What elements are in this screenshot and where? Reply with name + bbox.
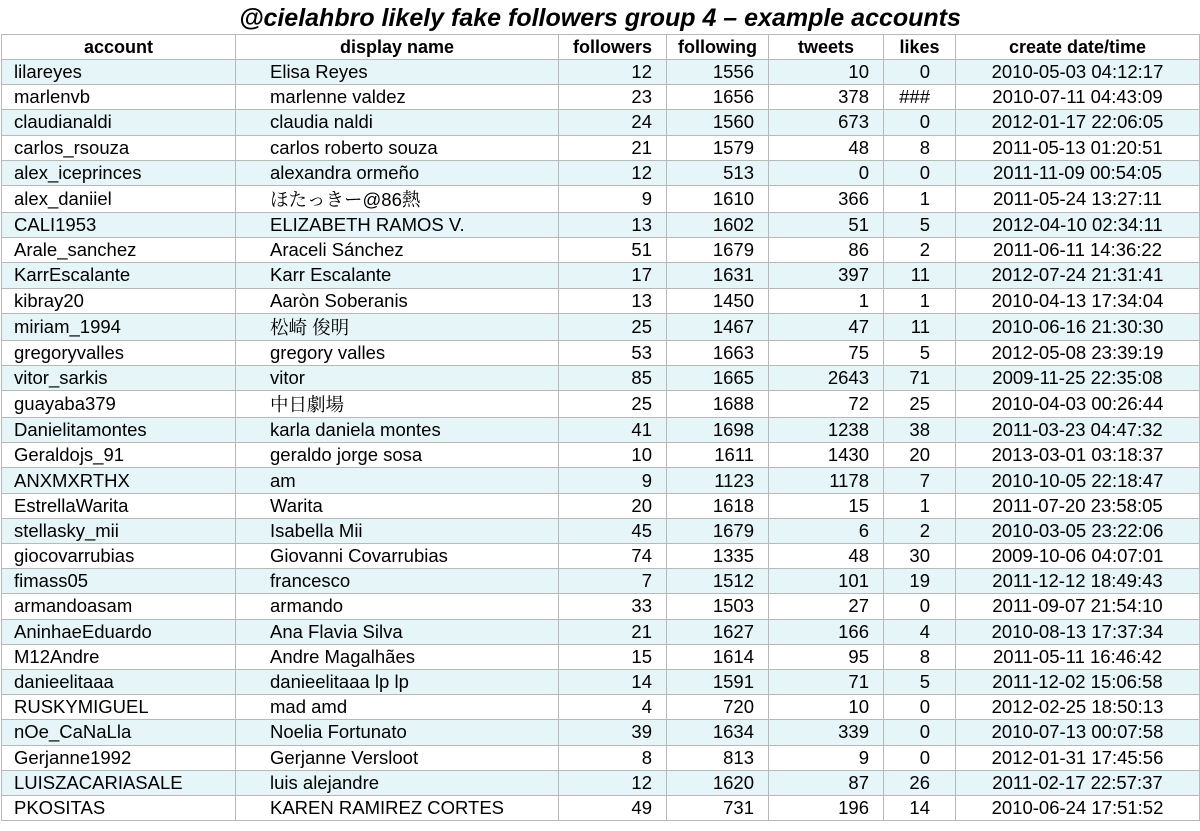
- following-cell[interactable]: 1618: [667, 493, 769, 518]
- tweets-cell[interactable]: 10: [769, 60, 884, 85]
- tweets-cell[interactable]: 366: [769, 185, 884, 212]
- table-row: [2, 669, 1200, 694]
- table-row: [2, 238, 1200, 263]
- display-name-cell[interactable]: mad amd: [236, 695, 559, 720]
- tweets-cell[interactable]: 51: [769, 212, 884, 237]
- account-cell[interactable]: ANXMXRTHX: [2, 468, 236, 493]
- display-name-cell[interactable]: karla daniela montes: [236, 418, 559, 443]
- display-name-cell[interactable]: KAREN RAMIREZ CORTES: [236, 795, 559, 820]
- tweets-cell[interactable]: 75: [769, 340, 884, 365]
- likes-cell[interactable]: 2: [884, 518, 956, 543]
- table-row: [2, 443, 1200, 468]
- likes-cell[interactable]: 5: [884, 212, 956, 237]
- table-row: [2, 770, 1200, 795]
- following-cell[interactable]: 1503: [667, 594, 769, 619]
- followers-cell[interactable]: 24: [559, 110, 667, 135]
- likes-cell[interactable]: 20: [884, 443, 956, 468]
- create-date-cell[interactable]: 2011-05-11 16:46:42: [956, 644, 1200, 669]
- following-cell[interactable]: 1679: [667, 518, 769, 543]
- tweets-cell[interactable]: 86: [769, 238, 884, 263]
- table-row: [2, 493, 1200, 518]
- create-date-cell[interactable]: 2011-09-07 21:54:10: [956, 594, 1200, 619]
- likes-cell[interactable]: 14: [884, 795, 956, 820]
- create-date-cell[interactable]: 2012-02-25 18:50:13: [956, 695, 1200, 720]
- likes-cell[interactable]: 0: [884, 110, 956, 135]
- following-cell[interactable]: 1556: [667, 60, 769, 85]
- table-row: [2, 644, 1200, 669]
- table-row: [2, 110, 1200, 135]
- tweets-cell[interactable]: 6: [769, 518, 884, 543]
- display-name-cell[interactable]: Aaròn Soberanis: [236, 288, 559, 313]
- table-row: [2, 720, 1200, 745]
- display-name-cell[interactable]: ELIZABETH RAMOS V.: [236, 212, 559, 237]
- display-name-cell[interactable]: Noelia Fortunato: [236, 720, 559, 745]
- following-cell[interactable]: 1611: [667, 443, 769, 468]
- likes-cell[interactable]: 26: [884, 770, 956, 795]
- followers-cell[interactable]: 12: [559, 60, 667, 85]
- tweets-cell[interactable]: 15: [769, 493, 884, 518]
- display-name-cell[interactable]: 松崎 俊明: [236, 313, 559, 340]
- account-cell[interactable]: miriam_1994: [2, 313, 236, 340]
- tweets-cell[interactable]: 1238: [769, 418, 884, 443]
- account-cell[interactable]: marlenvb: [2, 85, 236, 110]
- column-header-following[interactable]: following: [667, 35, 769, 60]
- table-row: [2, 695, 1200, 720]
- account-cell[interactable]: gregoryvalles: [2, 340, 236, 365]
- accounts-table: [1, 34, 1200, 821]
- display-name-cell[interactable]: alexandra ormeño: [236, 160, 559, 185]
- followers-cell[interactable]: 85: [559, 365, 667, 390]
- display-name-cell[interactable]: geraldo jorge sosa: [236, 443, 559, 468]
- display-name-cell[interactable]: Ana Flavia Silva: [236, 619, 559, 644]
- display-name-cell[interactable]: vitor: [236, 365, 559, 390]
- table-row: [2, 212, 1200, 237]
- tweets-cell[interactable]: 72: [769, 391, 884, 418]
- tweets-cell[interactable]: 101: [769, 569, 884, 594]
- create-date-cell[interactable]: 2012-07-24 21:31:41: [956, 263, 1200, 288]
- likes-cell[interactable]: 8: [884, 135, 956, 160]
- tweets-cell[interactable]: 71: [769, 669, 884, 694]
- display-name-cell[interactable]: francesco: [236, 569, 559, 594]
- following-cell[interactable]: 1335: [667, 544, 769, 569]
- account-cell[interactable]: M12Andre: [2, 644, 236, 669]
- display-name-cell[interactable]: Elisa Reyes: [236, 60, 559, 85]
- create-date-cell[interactable]: 2013-03-01 03:18:37: [956, 443, 1200, 468]
- likes-cell[interactable]: 0: [884, 160, 956, 185]
- create-date-cell[interactable]: 2010-04-03 00:26:44: [956, 391, 1200, 418]
- create-date-cell[interactable]: 2009-11-25 22:35:08: [956, 365, 1200, 390]
- account-cell[interactable]: vitor_sarkis: [2, 365, 236, 390]
- column-header-tweets[interactable]: tweets: [769, 35, 884, 60]
- likes-cell[interactable]: 11: [884, 313, 956, 340]
- create-date-cell[interactable]: 2011-12-12 18:49:43: [956, 569, 1200, 594]
- table-row: [2, 468, 1200, 493]
- column-header-create-date[interactable]: create date/time: [956, 35, 1200, 60]
- following-cell[interactable]: 1591: [667, 669, 769, 694]
- following-cell[interactable]: 731: [667, 795, 769, 820]
- following-cell[interactable]: 1123: [667, 468, 769, 493]
- tweets-cell[interactable]: 87: [769, 770, 884, 795]
- account-cell[interactable]: CALI1953: [2, 212, 236, 237]
- followers-cell[interactable]: 8: [559, 745, 667, 770]
- account-cell[interactable]: guayaba379: [2, 391, 236, 418]
- account-cell[interactable]: PKOSITAS: [2, 795, 236, 820]
- following-cell[interactable]: 1560: [667, 110, 769, 135]
- followers-cell[interactable]: 7: [559, 569, 667, 594]
- followers-cell[interactable]: 21: [559, 135, 667, 160]
- likes-cell[interactable]: 1: [884, 185, 956, 212]
- account-cell[interactable]: stellasky_mii: [2, 518, 236, 543]
- table-row: [2, 391, 1200, 418]
- following-cell[interactable]: 1467: [667, 313, 769, 340]
- followers-cell[interactable]: 25: [559, 391, 667, 418]
- followers-cell[interactable]: 23: [559, 85, 667, 110]
- followers-cell[interactable]: 20: [559, 493, 667, 518]
- account-cell[interactable]: AninhaeEduardo: [2, 619, 236, 644]
- create-date-cell[interactable]: 2011-03-23 04:47:32: [956, 418, 1200, 443]
- following-cell[interactable]: 1663: [667, 340, 769, 365]
- following-cell[interactable]: 1656: [667, 85, 769, 110]
- create-date-cell[interactable]: 2010-08-13 17:37:34: [956, 619, 1200, 644]
- table-row: [2, 594, 1200, 619]
- create-date-cell[interactable]: 2011-02-17 22:57:37: [956, 770, 1200, 795]
- likes-cell[interactable]: 0: [884, 60, 956, 85]
- following-cell[interactable]: 1614: [667, 644, 769, 669]
- create-date-cell[interactable]: 2010-04-13 17:34:04: [956, 288, 1200, 313]
- followers-cell[interactable]: 45: [559, 518, 667, 543]
- account-cell[interactable]: KarrEscalante: [2, 263, 236, 288]
- account-cell[interactable]: fimass05: [2, 569, 236, 594]
- likes-cell[interactable]: 0: [884, 720, 956, 745]
- followers-cell[interactable]: 41: [559, 418, 667, 443]
- create-date-cell[interactable]: 2010-07-13 00:07:58: [956, 720, 1200, 745]
- table-row: [2, 569, 1200, 594]
- following-cell[interactable]: 513: [667, 160, 769, 185]
- account-cell[interactable]: Danielitamontes: [2, 418, 236, 443]
- following-cell[interactable]: 720: [667, 695, 769, 720]
- create-date-cell[interactable]: 2011-11-09 00:54:05: [956, 160, 1200, 185]
- following-cell[interactable]: 1627: [667, 619, 769, 644]
- column-header-account[interactable]: account: [2, 35, 236, 60]
- account-cell[interactable]: Geraldojs_91: [2, 443, 236, 468]
- display-name-cell[interactable]: marlenne valdez: [236, 85, 559, 110]
- account-cell[interactable]: RUSKYMIGUEL: [2, 695, 236, 720]
- display-name-cell[interactable]: armando: [236, 594, 559, 619]
- likes-cell[interactable]: 71: [884, 365, 956, 390]
- tweets-cell[interactable]: 2643: [769, 365, 884, 390]
- likes-cell[interactable]: 2: [884, 238, 956, 263]
- display-name-cell[interactable]: am: [236, 468, 559, 493]
- display-name-cell[interactable]: luis alejandre: [236, 770, 559, 795]
- following-cell[interactable]: 1620: [667, 770, 769, 795]
- account-cell[interactable]: Gerjanne1992: [2, 745, 236, 770]
- followers-cell[interactable]: 15: [559, 644, 667, 669]
- following-cell[interactable]: 1512: [667, 569, 769, 594]
- followers-cell[interactable]: 12: [559, 770, 667, 795]
- account-cell[interactable]: armandoasam: [2, 594, 236, 619]
- following-cell[interactable]: 1698: [667, 418, 769, 443]
- following-cell[interactable]: 1665: [667, 365, 769, 390]
- likes-cell[interactable]: 19: [884, 569, 956, 594]
- display-name-cell[interactable]: claudia naldi: [236, 110, 559, 135]
- account-cell[interactable]: nOe_CaNaLla: [2, 720, 236, 745]
- account-cell[interactable]: alex_iceprinces: [2, 160, 236, 185]
- display-name-cell[interactable]: carlos roberto souza: [236, 135, 559, 160]
- display-name-cell[interactable]: gregory valles: [236, 340, 559, 365]
- following-cell[interactable]: 1602: [667, 212, 769, 237]
- followers-cell[interactable]: 9: [559, 185, 667, 212]
- followers-cell[interactable]: 10: [559, 443, 667, 468]
- table-row: [2, 544, 1200, 569]
- tweets-cell[interactable]: 95: [769, 644, 884, 669]
- following-cell[interactable]: 1610: [667, 185, 769, 212]
- tweets-cell[interactable]: 0: [769, 160, 884, 185]
- tweets-cell[interactable]: 48: [769, 544, 884, 569]
- followers-cell[interactable]: 21: [559, 619, 667, 644]
- create-date-cell[interactable]: 2011-12-02 15:06:58: [956, 669, 1200, 694]
- create-date-cell[interactable]: 2012-01-17 22:06:05: [956, 110, 1200, 135]
- following-cell[interactable]: 1579: [667, 135, 769, 160]
- table-row: [2, 160, 1200, 185]
- table-row: [2, 60, 1200, 85]
- table-row: [2, 795, 1200, 820]
- followers-cell[interactable]: 25: [559, 313, 667, 340]
- tweets-cell[interactable]: 9: [769, 745, 884, 770]
- table-row: [2, 745, 1200, 770]
- table-row: [2, 135, 1200, 160]
- table-row: [2, 340, 1200, 365]
- create-date-cell[interactable]: 2010-07-11 04:43:09: [956, 85, 1200, 110]
- create-date-cell[interactable]: 2011-05-24 13:27:11: [956, 185, 1200, 212]
- followers-cell[interactable]: 17: [559, 263, 667, 288]
- table-row: [2, 288, 1200, 313]
- create-date-cell[interactable]: 2012-01-31 17:45:56: [956, 745, 1200, 770]
- create-date-cell[interactable]: 2010-03-05 23:22:06: [956, 518, 1200, 543]
- likes-cell[interactable]: 5: [884, 340, 956, 365]
- display-name-cell[interactable]: 中日劇場: [236, 391, 559, 418]
- tweets-cell[interactable]: 48: [769, 135, 884, 160]
- followers-cell[interactable]: 74: [559, 544, 667, 569]
- account-cell[interactable]: EstrellaWarita: [2, 493, 236, 518]
- tweets-cell[interactable]: 1430: [769, 443, 884, 468]
- tweets-cell[interactable]: 166: [769, 619, 884, 644]
- create-date-cell[interactable]: 2012-05-08 23:39:19: [956, 340, 1200, 365]
- table-body: [2, 60, 1200, 821]
- likes-cell[interactable]: 38: [884, 418, 956, 443]
- column-header-followers[interactable]: followers: [559, 35, 667, 60]
- account-cell[interactable]: danieelitaaa: [2, 669, 236, 694]
- followers-cell[interactable]: 9: [559, 468, 667, 493]
- followers-cell[interactable]: 13: [559, 288, 667, 313]
- create-date-cell[interactable]: 2011-05-13 01:20:51: [956, 135, 1200, 160]
- display-name-cell[interactable]: Isabella Mii: [236, 518, 559, 543]
- header-row: [2, 35, 1200, 60]
- likes-cell[interactable]: 5: [884, 669, 956, 694]
- tweets-cell[interactable]: 47: [769, 313, 884, 340]
- create-date-cell[interactable]: 2009-10-06 04:07:01: [956, 544, 1200, 569]
- table-row: [2, 619, 1200, 644]
- table-row: [2, 263, 1200, 288]
- followers-cell[interactable]: 39: [559, 720, 667, 745]
- account-cell[interactable]: Arale_sanchez: [2, 238, 236, 263]
- table-row: [2, 85, 1200, 110]
- likes-cell[interactable]: 30: [884, 544, 956, 569]
- create-date-cell[interactable]: 2010-10-05 22:18:47: [956, 468, 1200, 493]
- create-date-cell[interactable]: 2011-07-20 23:58:05: [956, 493, 1200, 518]
- display-name-cell[interactable]: Warita: [236, 493, 559, 518]
- create-date-cell[interactable]: 2012-04-10 02:34:11: [956, 212, 1200, 237]
- tweets-cell[interactable]: 196: [769, 795, 884, 820]
- table-row: [2, 518, 1200, 543]
- following-cell[interactable]: 1634: [667, 720, 769, 745]
- create-date-cell[interactable]: 2011-06-11 14:36:22: [956, 238, 1200, 263]
- account-cell[interactable]: LUISZACARIASALE: [2, 770, 236, 795]
- followers-cell[interactable]: 53: [559, 340, 667, 365]
- tweets-cell[interactable]: 10: [769, 695, 884, 720]
- table-row: [2, 365, 1200, 390]
- display-name-cell[interactable]: Gerjanne Versloot: [236, 745, 559, 770]
- display-name-cell[interactable]: Karr Escalante: [236, 263, 559, 288]
- account-cell[interactable]: lilareyes: [2, 60, 236, 85]
- followers-cell[interactable]: 4: [559, 695, 667, 720]
- create-date-cell[interactable]: 2010-06-24 17:51:52: [956, 795, 1200, 820]
- column-header-display-name[interactable]: display name: [236, 35, 559, 60]
- tweets-cell[interactable]: 397: [769, 263, 884, 288]
- followers-cell[interactable]: 33: [559, 594, 667, 619]
- sheet-title: @cielahbro likely fake followers group 4 – example accounts: [239, 4, 961, 32]
- account-cell[interactable]: claudianaldi: [2, 110, 236, 135]
- account-cell[interactable]: giocovarrubias: [2, 544, 236, 569]
- tweets-cell[interactable]: 339: [769, 720, 884, 745]
- likes-cell[interactable]: 1: [884, 493, 956, 518]
- tweets-cell[interactable]: 378: [769, 85, 884, 110]
- followers-cell[interactable]: 14: [559, 669, 667, 694]
- create-date-cell[interactable]: 2010-06-16 21:30:30: [956, 313, 1200, 340]
- following-cell[interactable]: 1631: [667, 263, 769, 288]
- display-name-cell[interactable]: Andre Magalhães: [236, 644, 559, 669]
- display-name-cell[interactable]: Araceli Sánchez: [236, 238, 559, 263]
- account-cell[interactable]: alex_daniiel: [2, 185, 236, 212]
- display-name-cell[interactable]: ほたっきー@86熱: [236, 185, 559, 212]
- likes-cell[interactable]: 8: [884, 644, 956, 669]
- likes-cell[interactable]: 0: [884, 594, 956, 619]
- followers-cell[interactable]: 51: [559, 238, 667, 263]
- tweets-cell[interactable]: 673: [769, 110, 884, 135]
- display-name-cell[interactable]: Giovanni Covarrubias: [236, 544, 559, 569]
- following-cell[interactable]: 1688: [667, 391, 769, 418]
- create-date-cell[interactable]: 2010-05-03 04:12:17: [956, 60, 1200, 85]
- tweets-cell[interactable]: 1: [769, 288, 884, 313]
- table-row: [2, 185, 1200, 212]
- likes-cell[interactable]: ###: [884, 85, 956, 110]
- tweets-cell[interactable]: 27: [769, 594, 884, 619]
- tweets-cell[interactable]: 1178: [769, 468, 884, 493]
- table-row: [2, 313, 1200, 340]
- likes-cell[interactable]: 11: [884, 263, 956, 288]
- likes-cell[interactable]: 0: [884, 745, 956, 770]
- account-cell[interactable]: carlos_rsouza: [2, 135, 236, 160]
- table-row: [2, 418, 1200, 443]
- likes-cell[interactable]: 25: [884, 391, 956, 418]
- likes-cell[interactable]: 0: [884, 695, 956, 720]
- following-cell[interactable]: 1450: [667, 288, 769, 313]
- likes-cell[interactable]: 4: [884, 619, 956, 644]
- following-cell[interactable]: 813: [667, 745, 769, 770]
- followers-cell[interactable]: 49: [559, 795, 667, 820]
- followers-cell[interactable]: 13: [559, 212, 667, 237]
- account-cell[interactable]: kibray20: [2, 288, 236, 313]
- column-header-likes[interactable]: likes: [884, 35, 956, 60]
- likes-cell[interactable]: 7: [884, 468, 956, 493]
- likes-cell[interactable]: 1: [884, 288, 956, 313]
- following-cell[interactable]: 1679: [667, 238, 769, 263]
- display-name-cell[interactable]: danieelitaaa lp lp: [236, 669, 559, 694]
- followers-cell[interactable]: 12: [559, 160, 667, 185]
